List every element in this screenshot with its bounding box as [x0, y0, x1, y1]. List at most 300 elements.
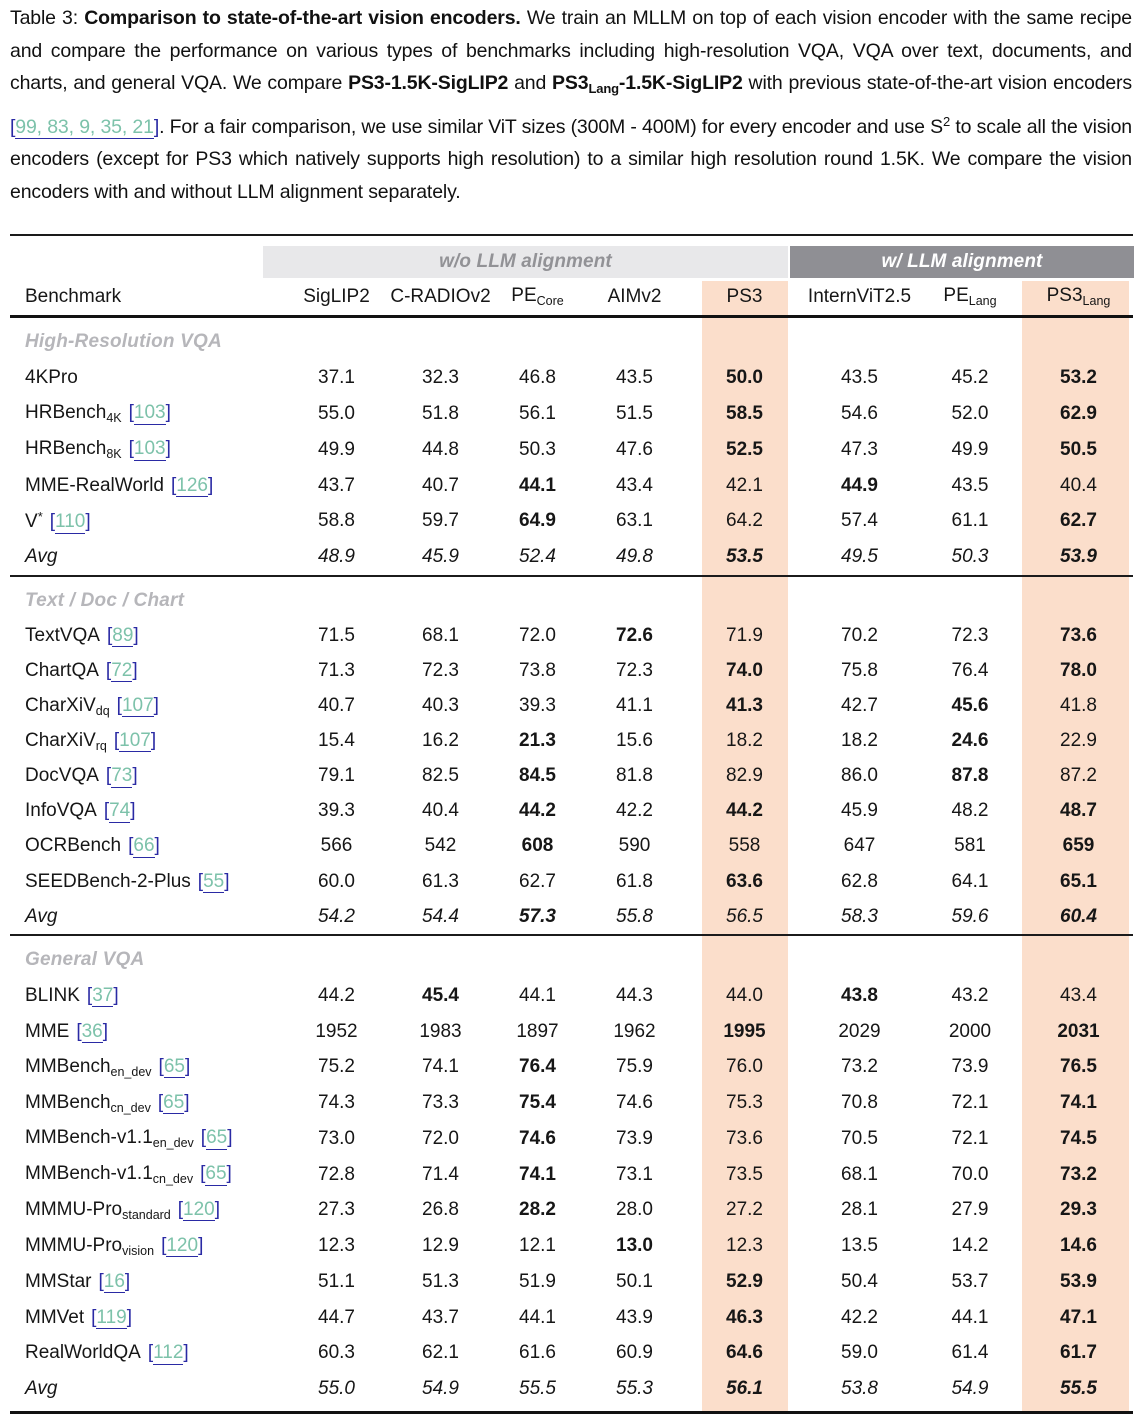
value: 72.1: [951, 1127, 989, 1149]
value-cell: [284, 1271, 389, 1293]
value-cell: [916, 510, 1024, 532]
benchmark-name: HRBench: [25, 438, 107, 460]
column-header-ps3-lang: [1024, 285, 1133, 308]
value: 32.3: [422, 366, 459, 388]
value: 62.7: [519, 870, 556, 892]
value: 44.2: [318, 984, 355, 1006]
value: 72.3: [616, 659, 653, 681]
value-cell: [916, 1271, 1024, 1293]
group-header-wo-llm-alignment: [263, 246, 788, 278]
benchmark-name: V: [25, 511, 38, 533]
value-cell: [583, 1164, 686, 1186]
table-row: [10, 794, 1133, 829]
value: 60.3: [318, 1342, 355, 1364]
value: 49.9: [318, 438, 355, 460]
benchmark-name: InfoVQA: [25, 800, 97, 822]
row-label: [10, 1163, 284, 1186]
benchmark-name: Avg: [25, 905, 58, 927]
table-section: [10, 318, 1133, 577]
value-cell: [583, 695, 686, 717]
value-cell: [284, 695, 389, 717]
value: 12.3: [318, 1235, 355, 1257]
value: 70.5: [841, 1127, 878, 1149]
citation-number[interactable]: 65: [206, 1127, 228, 1149]
value: 16.2: [422, 730, 459, 752]
value-cell: [916, 765, 1024, 787]
value-cell: [1024, 1342, 1133, 1364]
value-cell: [583, 906, 686, 928]
value-cell: [389, 625, 492, 647]
group-header-label: w/o LLM alignment: [439, 251, 612, 272]
citation-bracket: [: [76, 1020, 82, 1042]
column-header-row: [10, 278, 1133, 315]
value-cell: [803, 695, 916, 717]
benchmark-name: MMMU-Pro: [25, 1234, 123, 1256]
value-cell: [916, 906, 1024, 928]
value: 659: [1062, 835, 1095, 857]
value-cell: [284, 510, 389, 532]
value-cell: [686, 1056, 803, 1078]
value-cell: [1024, 765, 1133, 787]
value-cell: [686, 695, 803, 717]
column-header-label: PE: [511, 285, 537, 306]
benchmark-name: DocVQA: [25, 765, 99, 787]
value-cell: [492, 1199, 583, 1221]
value: 56.5: [726, 905, 763, 927]
value-cell: [583, 1021, 686, 1043]
value-cell: [284, 906, 389, 928]
benchmark-subscript: rq: [95, 738, 107, 753]
value: 44.2: [519, 800, 556, 822]
citation-link[interactable]: [87, 985, 119, 1006]
value-cell: [916, 1164, 1024, 1186]
value-cell: [803, 367, 916, 389]
value-cell: [492, 695, 583, 717]
value-cell: [1024, 1128, 1133, 1150]
citation-bracket: [: [91, 1306, 97, 1328]
citation-link[interactable]: [171, 475, 213, 496]
value-cell: [284, 1378, 389, 1400]
value: 54.2: [318, 905, 355, 927]
value-cell: [1024, 1021, 1133, 1043]
value: 70.8: [841, 1092, 878, 1114]
benchmark-subscript: 8K: [106, 447, 122, 462]
citation-bracket: [: [103, 800, 110, 822]
value-cell: [1024, 367, 1133, 389]
value: 581: [954, 835, 986, 857]
value: 53.7: [951, 1270, 989, 1292]
value: 45.2: [951, 366, 989, 388]
value-cell: [389, 906, 492, 928]
value: 12.9: [422, 1235, 459, 1257]
value: 40.4: [422, 800, 459, 822]
value-cell: [583, 367, 686, 389]
value: 76.5: [1060, 1056, 1097, 1078]
value-cell: [686, 800, 803, 822]
value-cell: [1024, 1092, 1133, 1114]
row-label: [10, 1092, 284, 1115]
benchmark-subscript: standard: [122, 1207, 171, 1222]
citation-bracket: ]: [224, 870, 230, 892]
benchmark-superscript: *: [37, 509, 43, 525]
table-section: [10, 936, 1133, 1407]
value-cell: [492, 439, 583, 461]
value: 13.0: [616, 1235, 653, 1257]
citation-bracket: [: [98, 1270, 104, 1292]
table-row: [10, 1264, 1133, 1300]
value-cell: [583, 1378, 686, 1400]
value-cell: [492, 985, 583, 1007]
value-cell: [492, 906, 583, 928]
value-cell: [803, 1378, 916, 1400]
value: 60.0: [318, 870, 355, 892]
caption-segment: to scale all the vision encoders (except for PS3 which natively supports high resolution) to a similar high resolution round 1.5K. We compare the vision encoders with and without LLM alignment separately.: [10, 115, 1132, 203]
value-cell: [284, 546, 389, 568]
value: 82.5: [422, 765, 459, 787]
citation-link[interactable]: [129, 438, 171, 459]
value: 68.1: [422, 624, 459, 646]
value: 76.4: [519, 1056, 556, 1078]
value: 48.7: [1060, 800, 1097, 822]
value-cell: [916, 730, 1024, 752]
value-cell: [389, 1164, 492, 1186]
row-label: [10, 660, 284, 682]
value-cell: [1024, 1235, 1133, 1257]
value-cell: [389, 1056, 492, 1078]
citation-number[interactable]: 65: [205, 1163, 227, 1185]
value-cell: [284, 835, 389, 857]
citation-bracket: ]: [85, 511, 91, 533]
value: 12.1: [519, 1235, 556, 1257]
value: 27.3: [318, 1199, 355, 1221]
value: 43.5: [951, 474, 989, 496]
citation-link[interactable]: [129, 402, 171, 423]
value-cell: [686, 625, 803, 647]
citation-link[interactable]: [76, 1021, 108, 1042]
value-cell: [389, 985, 492, 1007]
value: 76.0: [726, 1056, 763, 1078]
value-cell: [284, 1199, 389, 1221]
value-cell: [686, 403, 803, 425]
value-cell: [583, 1199, 686, 1221]
value: 42.7: [841, 695, 878, 717]
benchmark-name: MMBench: [25, 1055, 111, 1077]
value: 22.9: [1060, 730, 1097, 752]
value: 45.6: [951, 695, 989, 717]
value: 18.2: [726, 730, 763, 752]
value-cell: [583, 625, 686, 647]
value: 87.8: [951, 765, 989, 787]
value: 84.5: [519, 765, 556, 787]
value: 64.2: [726, 510, 763, 532]
value-cell: [916, 1307, 1024, 1329]
citation-link[interactable]: [114, 730, 156, 751]
citation-link[interactable]: [198, 871, 230, 892]
citation-link[interactable]: [148, 1342, 189, 1363]
value: 44.9: [841, 474, 878, 496]
citation-link[interactable]: [50, 511, 91, 532]
row-label: [10, 475, 284, 497]
citation-number[interactable]: 55: [203, 870, 225, 892]
value-cell: [916, 439, 1024, 461]
value-cell: [1024, 871, 1133, 893]
benchmark-name: MMBench-v1.1: [25, 1163, 153, 1185]
column-header-c-radiov2: [389, 286, 492, 308]
citation-link[interactable]: [104, 800, 136, 821]
value-cell: [492, 1378, 583, 1400]
value-cell: [803, 1021, 916, 1043]
citation-bracket: [: [106, 624, 113, 646]
value-cell: [492, 1021, 583, 1043]
value-cell: [1024, 695, 1133, 717]
value: 74.6: [616, 1092, 653, 1114]
value: 75.3: [726, 1092, 763, 1114]
citation-link[interactable]: [107, 625, 139, 646]
value: 72.8: [318, 1163, 355, 1185]
citation-number[interactable]: 110: [55, 511, 86, 533]
value: 73.9: [616, 1127, 653, 1149]
row-label: [10, 509, 284, 533]
value: 51.9: [519, 1270, 556, 1292]
citation-link[interactable]: [178, 1199, 220, 1220]
citation-number[interactable]: 72: [111, 659, 133, 681]
value: 43.7: [318, 474, 355, 496]
value-cell: [284, 1128, 389, 1150]
citation-number[interactable]: 74: [109, 800, 131, 822]
value-cell: [686, 1307, 803, 1329]
citation-number[interactable]: 112: [153, 1342, 184, 1364]
value: 45.9: [422, 546, 459, 568]
value: 74.0: [726, 659, 763, 681]
value-cell: [284, 1307, 389, 1329]
citation-number[interactable]: 16: [103, 1270, 125, 1292]
value: 73.2: [1060, 1163, 1097, 1185]
citation-bracket: [: [161, 1234, 167, 1256]
citation-link[interactable]: [158, 1092, 190, 1113]
citation-number[interactable]: 73: [111, 765, 133, 787]
value: 40.7: [318, 695, 355, 717]
citation-number[interactable]: 37: [92, 984, 114, 1006]
benchmark-name: OCRBench: [25, 835, 122, 857]
value-cell: [492, 1342, 583, 1364]
value-cell: [389, 1235, 492, 1257]
value-cell: [492, 1128, 583, 1150]
value-cell: [389, 1128, 492, 1150]
citation-number[interactable]: 65: [163, 1091, 185, 1113]
table-row: [10, 899, 1133, 934]
value-cell: [803, 765, 916, 787]
value-cell: [1024, 510, 1133, 532]
value: 86.0: [841, 765, 878, 787]
value-cell: [389, 367, 492, 389]
value-cell: [389, 835, 492, 857]
value: 44.1: [519, 984, 556, 1006]
value-cell: [583, 510, 686, 532]
row-label: [10, 1378, 284, 1400]
value: 43.2: [951, 984, 989, 1006]
value: 64.6: [726, 1342, 763, 1364]
value-cell: [803, 439, 916, 461]
citation-number[interactable]: 120: [166, 1234, 199, 1256]
value: 21.3: [519, 730, 556, 752]
section-title-row: [10, 942, 1133, 978]
value-cell: [389, 439, 492, 461]
table-row: [10, 1371, 1133, 1407]
citation-link[interactable]: [128, 835, 160, 856]
value-cell: [389, 1307, 492, 1329]
value: 73.2: [841, 1056, 878, 1078]
value: 15.6: [616, 730, 653, 752]
value: 73.6: [726, 1127, 763, 1149]
row-label: [10, 1307, 284, 1329]
value: 566: [320, 835, 353, 857]
value: 14.6: [1060, 1235, 1097, 1257]
value: 53.5: [726, 546, 763, 568]
value-cell: [284, 985, 389, 1007]
value-cell: [583, 403, 686, 425]
value: 72.1: [951, 1092, 989, 1114]
value-cell: [492, 730, 583, 752]
table-row: [10, 1157, 1133, 1193]
value: 29.3: [1060, 1199, 1097, 1221]
value-cell: [583, 1342, 686, 1364]
citation-link[interactable]: [91, 1307, 132, 1328]
value-cell: [916, 660, 1024, 682]
value-cell: [389, 800, 492, 822]
value-cell: [1024, 1271, 1133, 1293]
value: 53.9: [1060, 1270, 1097, 1292]
citation-bracket: [: [200, 1127, 207, 1149]
table-row: [10, 1335, 1133, 1371]
citation-number[interactable]: 119: [96, 1306, 127, 1328]
value-cell: [803, 871, 916, 893]
value-cell: [492, 1235, 583, 1257]
table-row: [10, 432, 1133, 468]
value: 55.8: [616, 905, 653, 927]
citation-number[interactable]: 65: [163, 1055, 185, 1077]
table-row: [10, 1049, 1133, 1085]
value: 42.1: [726, 474, 763, 496]
benchmark-name: MMBench: [25, 1091, 111, 1113]
value: 74.1: [1060, 1092, 1097, 1114]
citation-bracket: ]: [226, 1163, 232, 1185]
table-section: [10, 577, 1133, 936]
value-cell: [492, 835, 583, 857]
value: 62.9: [1060, 402, 1097, 424]
value-cell: [1024, 1199, 1133, 1221]
citation-link[interactable]: [117, 695, 159, 716]
column-header-label: C-RADIOv2: [390, 285, 491, 307]
citation-link[interactable]: [161, 1235, 203, 1256]
column-header-label: PS3: [1046, 285, 1083, 306]
citation-link[interactable]: [159, 1056, 191, 1077]
value: 60.4: [1060, 905, 1097, 927]
citation-number[interactable]: 36: [81, 1020, 103, 1042]
citation-link[interactable]: [201, 1127, 233, 1148]
table-row: [10, 724, 1133, 759]
value-cell: [803, 625, 916, 647]
citation-bracket: ]: [208, 474, 214, 496]
value: 44.1: [519, 474, 556, 496]
citation-number[interactable]: 126: [176, 474, 208, 496]
value-cell: [686, 475, 803, 497]
citation-link[interactable]: [99, 1271, 131, 1292]
value: 73.8: [519, 659, 556, 681]
benchmark-name: MME: [25, 1020, 70, 1042]
value-cell: [583, 1271, 686, 1293]
section-title-cell: [10, 331, 284, 353]
value: 47.1: [1060, 1306, 1097, 1328]
column-header-label: InternViT2.5: [807, 285, 912, 307]
value-cell: [492, 800, 583, 822]
value-cell: [686, 1378, 803, 1400]
value-cell: [916, 546, 1024, 568]
citation-link[interactable]: 99, 83, 9, 35, 21: [15, 115, 154, 138]
value-cell: [803, 1271, 916, 1293]
value-cell: [583, 1235, 686, 1257]
value: 63.6: [726, 870, 763, 892]
column-header-pe-core: [492, 285, 583, 308]
value-cell: [1024, 475, 1133, 497]
value: 28.2: [519, 1199, 556, 1221]
column-header-label: PS3: [726, 285, 763, 307]
citation-number[interactable]: 89: [112, 624, 134, 646]
value-cell: [803, 475, 916, 497]
value-cell: [284, 475, 389, 497]
table-row: [10, 360, 1133, 396]
value: 40.4: [1060, 474, 1097, 496]
value-cell: [686, 871, 803, 893]
value-cell: [492, 367, 583, 389]
row-label: [10, 625, 284, 647]
value: 45.9: [841, 800, 878, 822]
citation-link[interactable]: [200, 1163, 232, 1184]
caption-segment: with previous state-of-the-art vision encoders: [742, 72, 1132, 95]
value: 73.0: [318, 1127, 355, 1149]
value: 47.3: [841, 438, 878, 460]
value: 43.7: [422, 1306, 459, 1328]
value-cell: [1024, 800, 1133, 822]
value-cell: [284, 1164, 389, 1186]
value: 2029: [838, 1020, 881, 1042]
citation-number[interactable]: 103: [133, 402, 166, 424]
citation-number[interactable]: 66: [133, 835, 155, 857]
citation-bracket: [: [116, 694, 122, 716]
row-label: [10, 730, 284, 753]
citation-number[interactable]: 107: [119, 729, 151, 751]
citation-link[interactable]: [106, 660, 138, 681]
value-cell: [284, 403, 389, 425]
caption-segment: PS3-1.5K-SigLIP2: [348, 72, 509, 95]
value: 37.1: [318, 366, 355, 388]
value-cell: [284, 800, 389, 822]
citation-bracket: [: [158, 1055, 164, 1077]
column-header-aimv2: [583, 286, 686, 308]
value: 53.9: [1060, 546, 1097, 568]
citation-number[interactable]: 107: [121, 694, 154, 716]
value-cell: [492, 660, 583, 682]
value: 74.1: [422, 1056, 459, 1078]
citation-number[interactable]: 103: [133, 438, 166, 460]
value: 59.0: [841, 1342, 878, 1364]
citation-number[interactable]: 120: [183, 1198, 215, 1220]
table-row: [10, 689, 1133, 724]
citation-link[interactable]: [106, 765, 138, 786]
value: 14.2: [951, 1235, 989, 1257]
value-cell: [389, 695, 492, 717]
value: 39.3: [519, 695, 556, 717]
value: 41.8: [1060, 695, 1097, 717]
